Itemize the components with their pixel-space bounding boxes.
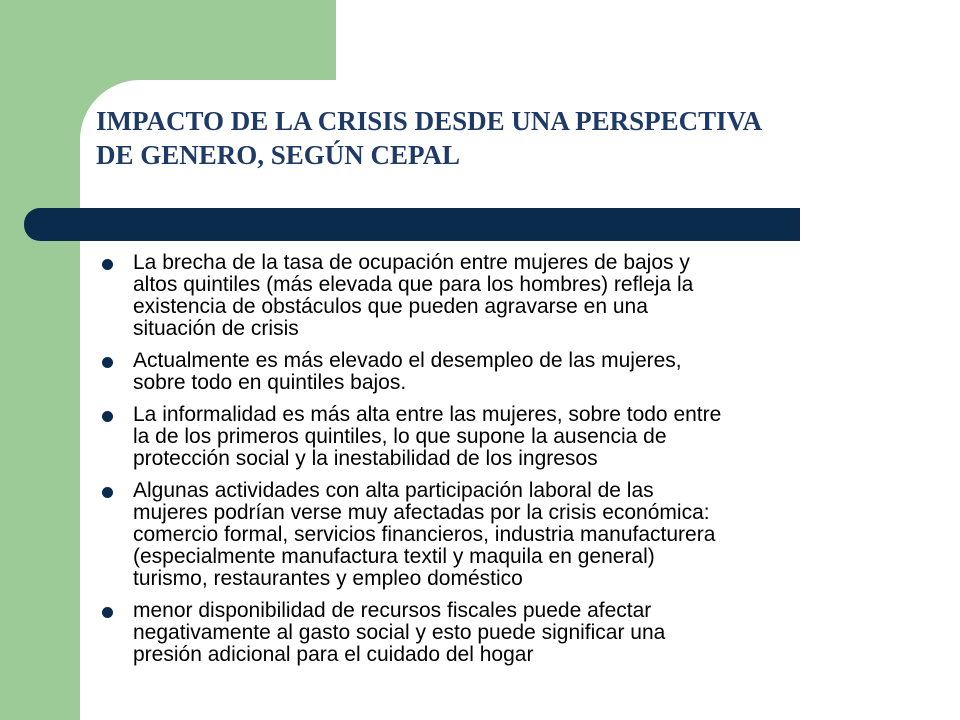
bullet-dot-icon — [102, 607, 113, 618]
bullet-text-line: altos quintiles (más elevada que para los hombres) refleja la — [133, 273, 694, 296]
bullet-text-line: (especialmente manufactura textil y maquila en general) — [133, 545, 655, 568]
bullet-item — [100, 404, 900, 470]
bullet-dot-icon — [102, 411, 113, 422]
bullet-text-line: sobre todo en quintiles bajos. — [133, 371, 407, 394]
bullet-text-line: Actualmente es más elevado el desempleo de las mujeres, — [133, 349, 682, 372]
bullet-text-line: Algunas actividades con alta participación laboral de las — [133, 479, 654, 502]
slide-title-line: DE GENERO, SEGÚN CEPAL — [96, 140, 461, 170]
bullet-dot-icon — [102, 259, 113, 270]
bullet-dot-icon — [102, 357, 113, 368]
bullet-text-line: menor disponibilidad de recursos fiscales puede afectar — [133, 599, 652, 622]
bullet-text-line: existencia de obstáculos que pueden agravarse en una — [133, 295, 648, 318]
bullet-text-line: comercio formal, servicios financieros, industria manufacturera — [133, 523, 716, 546]
slide-title — [96, 104, 916, 172]
bullet-text-line: situación de crisis — [133, 317, 299, 340]
bullet-item — [100, 600, 900, 666]
bullet-text-line: turismo, restaurantes y empleo doméstico — [133, 567, 523, 590]
bullet-text-line: negativamente al gasto social y esto puede significar una — [133, 621, 666, 644]
bullet-text-line: protección social y la inestabilidad de los ingresos — [133, 447, 598, 470]
bullet-dot-icon — [102, 487, 113, 498]
title-divider-bar — [24, 208, 800, 241]
bullet-text-line: presión adicional para el cuidado del hogar — [133, 643, 534, 666]
slide-title-line: IMPACTO DE LA CRISIS DESDE UNA PERSPECTIVA — [96, 106, 763, 136]
bullet-text-line: la de los primeros quintiles, lo que supone la ausencia de — [133, 425, 667, 448]
bullet-item — [100, 480, 900, 590]
bullet-text-line: La informalidad es más alta entre las mujeres, sobre todo entre — [133, 403, 722, 426]
bullet-text-line: La brecha de la tasa de ocupación entre mujeres de bajos y — [133, 251, 690, 274]
bullet-list — [100, 252, 900, 676]
bullet-item — [100, 350, 900, 394]
bullet-item — [100, 252, 900, 340]
bullet-text-line: mujeres podrían verse muy afectadas por la crisis económica: — [133, 501, 710, 524]
